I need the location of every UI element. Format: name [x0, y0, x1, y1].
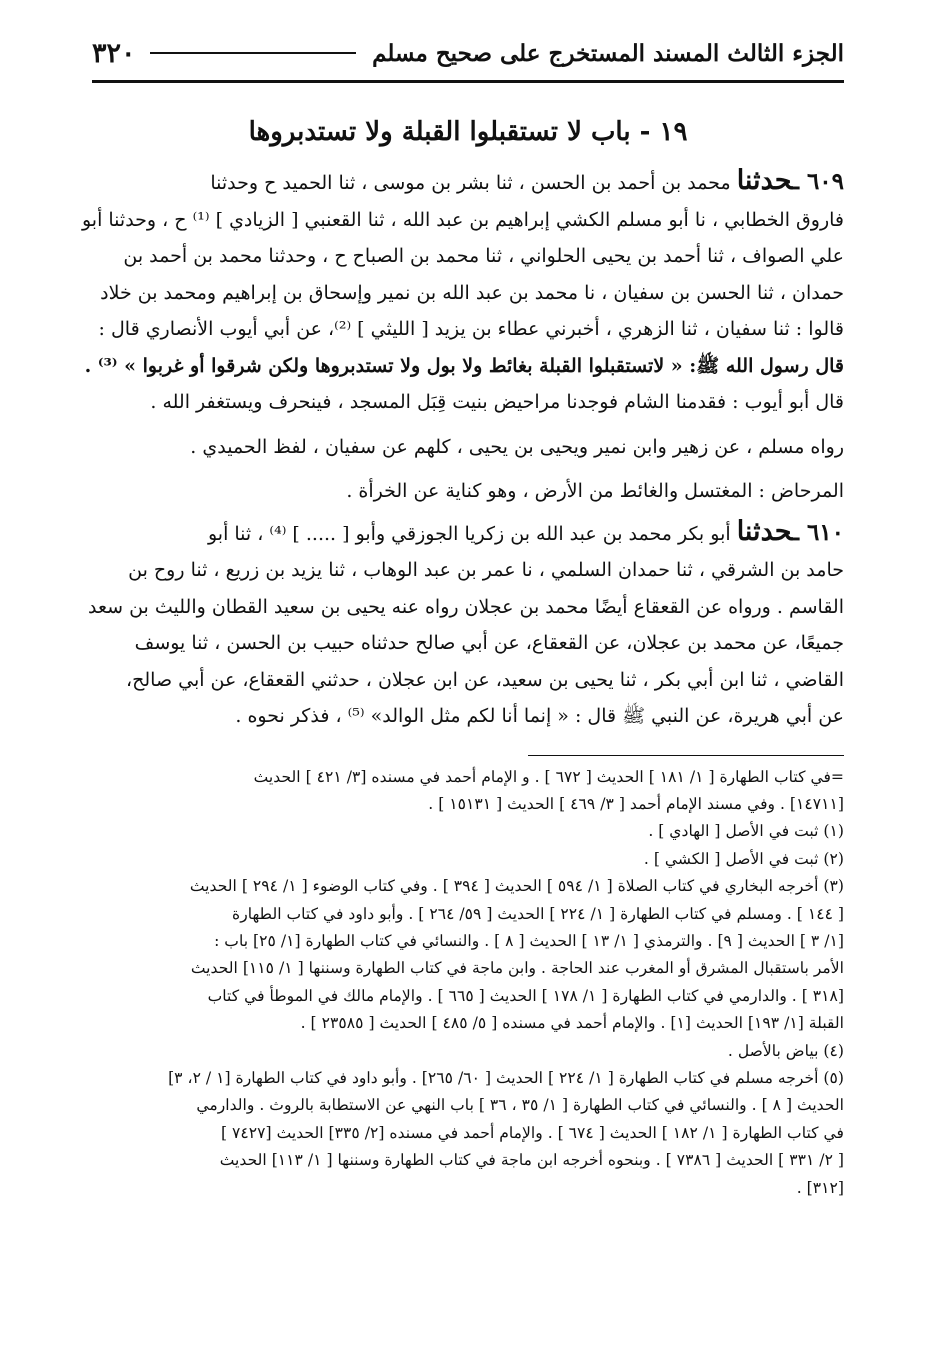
- hadith-line: قالوا : ثنا سفيان ، ثنا الزهري ، أخبرني عطاء بن يزيد [ الليثي ] ⁽²⁾، عن أبي أيوب الأنصاري قال :: [98, 318, 844, 340]
- hadith-text: محمد بن أحمد بن الحسن ، ثنا بشر بن موسى ، ثنا الحميد ح وحدثنا: [210, 172, 731, 194]
- hadith-line: حامد بن الشرقي ، ثنا حمدان السلمي ، نا عمر بن عبد الوهاب ، ثنا يزيد بن زريع ، ثنا روح بن: [128, 559, 844, 581]
- hadith-line: القاضي ، ثنا ابن أبي بكر ، ثنا يحيى بن سعيد، عن ابن عجلان ، حدثني القعقاع، عن أبي صالح،: [125, 668, 844, 691]
- hadith-number: ٦١٠ ـ: [792, 518, 844, 546]
- hadith-line: قال أبو أيوب : فقدمنا الشام فوجدنا مراحيض بنيت قِبَل المسجد ، فينحرف ويستغفر الله .: [150, 391, 844, 413]
- chapter-title: ١٩ - باب لا تستقبلوا القبلة ولا تستدبروها: [248, 117, 688, 147]
- hadith-line: [92, 514, 844, 553]
- footnote-1: [92, 818, 844, 845]
- footnote-line: [١/ ٣ ] الحديث [ ٩] . والترمذي [ ١/ ١٣ ] الحديث [ ٨ ] . والنسائي في كتاب الطهارة [١/ ٢٥] باب :: [214, 931, 844, 950]
- page-number: ٣٢٠: [92, 37, 136, 69]
- running-title: الجزء الثالث المسند المستخرج على صحيح مسلم: [372, 39, 844, 67]
- footnotes: [92, 764, 844, 1203]
- riwaya-note: رواه مسلم ، عن زهير وابن نمير ويحيى بن يحيى ، كلهم عن سفيان ، لفظ الحميدي .: [190, 435, 844, 458]
- footnote-2: [92, 846, 844, 873]
- hadith-line: القاسم . ورواه عن القعقاع أيضًا محمد بن عجلان رواه عنه يحيى بن سعيد القطان والليث بن سعد: [87, 595, 844, 618]
- hadith-line: [92, 163, 844, 202]
- footnote-line: في كتاب الطهارة [ ١/ ١٨٢ ] الحديث [ ٦٧٤ ] . والإمام أحمد في مسنده [٢/ ٣٣٥] الحديث [٧٤٢٧ ]: [220, 1123, 844, 1142]
- hadith-line: عن أبي هريرة، عن النبي ﷺ قال : « إنما أنا لكم مثل الوالد» ⁽⁵⁾ ، فذكر نحوه .: [235, 705, 844, 727]
- footnote-line: الأمر باستقبال المشرق أو المغرب عند الحاجة . وابن ماجة في كتاب الطهارة وسننها [ ١/ ١١٥] الحديث: [190, 959, 844, 978]
- book-page: [81, 28, 844, 1202]
- footnote-line: [ ١٤٤ ] . ومسلم في كتاب الطهارة [ ١/ ٢٢٤ ] الحديث [ ٥٩/ ٢٦٤ ] . وأبو داود في كتاب الطهارة: [232, 904, 844, 923]
- hadith-keyword: حدثنا: [736, 515, 793, 547]
- footnote-line: [٣١٨ ] . والدارمي في كتاب الطهارة [ ١/ ١٧٨ ] الحديث [ ٦٦٥ ] . والإمام مالك في الموطأ في كتاب: [207, 986, 844, 1005]
- hadith-line: علي الصواف ، ثنا أحمد بن يحيى الحلواني ، ثنا محمد بن الصباح ح ، وحدثنا محمد بن أحمد بن: [123, 245, 844, 267]
- hadith-line: فاروق الخطابي ، نا أبو مسلم الكشي إبراهيم بن عبد الله ، ثنا القعنبي [ الزيادي ] ⁽¹⁾ ح ، وحدثنا أبو: [81, 208, 844, 231]
- footnote-line: (٣) أخرجه البخاري في كتاب الصلاة [ ١/ ٥٩٤ ] الحديث [ ٣٩٤ ] . وفي كتاب الوضوء [ ١/ ٢٩٤ ] الحديث: [189, 877, 844, 896]
- footnote-continuation-line: =في كتاب الطهارة [ ١/ ١٨١ ] الحديث [ ٦٧٢ ] . و الإمام أحمد في مسنده [٣/ ٤٢١ ] الحديث: [253, 767, 844, 786]
- footnote-continuation-line: [١٤٧١١] . وفي مسند الإمام أحمد [ ٣/ ٤٦٩ ] الحديث [ ١٥١٣١ ] .: [428, 794, 844, 813]
- gloss-note: المرحاض : المغتسل والغائط من الأرض ، وهو كناية عن الخرأة .: [346, 480, 844, 502]
- footnote-line: (٢) ثبت في الأصل [ الكشي ] .: [643, 849, 844, 868]
- header-underline: [92, 80, 844, 83]
- hadith-text: أبو بكر محمد بن عبد الله بن زكريا الجوزقي وأبو [ ..... ] ⁽⁴⁾ ، ثنا أبو: [207, 522, 731, 545]
- hadith-number: ٦٠٩ ـ: [792, 168, 844, 195]
- hadith-line: قال رسول الله ﷺ: « لاتستقبلوا القبلة بغائط ولا بول ولا تستدبروها ولكن شرقوا أو غربوا » ⁽³⁾ .: [84, 354, 844, 377]
- running-header: [92, 28, 844, 78]
- footnote-5: [92, 1065, 844, 1202]
- footnote-line: القبلة [١/ ١٩٣] الحديث [١] . والإمام أحمد في مسنده [ ٥/ ٤٨٥ ] الحديث [ ٢٣٥٨٥ ] .: [300, 1014, 844, 1033]
- footnote-line: (٥) أخرجه مسلم في كتاب الطهارة [ ١/ ٢٢٤ ] الحديث [ ٦٠/ ٢٦٥] . وأبو داود في كتاب الطهارة [١ / ٢، ٣]: [168, 1068, 844, 1087]
- hadith-line: جميعًا، عن محمد بن عجلان، عن القعقاع، عن أبي صالح حدثناه حبيب بن الحسن ، ثنا يوسف: [134, 632, 844, 654]
- footnote-4: [92, 1038, 844, 1065]
- footnote-line: [٣١٢] .: [796, 1178, 844, 1197]
- header-rule: [150, 52, 357, 54]
- hadith-keyword: حدثنا: [736, 165, 793, 196]
- footnote-3: [92, 873, 844, 1037]
- footnote-line: الحديث [ ٨ ] . والنسائي في كتاب الطهارة [ ١/ ٣٥ ، ٣٦ ] باب النهي عن الاستطابة بالروث . والدارمي: [196, 1096, 844, 1115]
- hadith-line: حمدان ، ثنا الحسن بن سفيان ، نا محمد بن عبد الله بن نمير وإسحاق بن إبراهيم ومحمد بن خلاد: [100, 281, 844, 304]
- footnote-line: [ ٢/ ٣٣١ ] الحديث [ ٧٣٨٦ ] . وبنحوه أخرجه ابن ماجة في كتاب الطهارة وسننها [ ١/ ١١٣] الحديث: [219, 1151, 844, 1170]
- spacer: [92, 421, 844, 429]
- footnote-line: (١) ثبت في الأصل [ الهادي ] .: [648, 822, 844, 841]
- spacer: [92, 465, 844, 473]
- footnote-line: (٤) بياض بالأصل .: [727, 1041, 844, 1060]
- footnote-separator: [528, 755, 844, 756]
- hadith-610: [87, 514, 844, 735]
- hadith-609: [81, 163, 844, 510]
